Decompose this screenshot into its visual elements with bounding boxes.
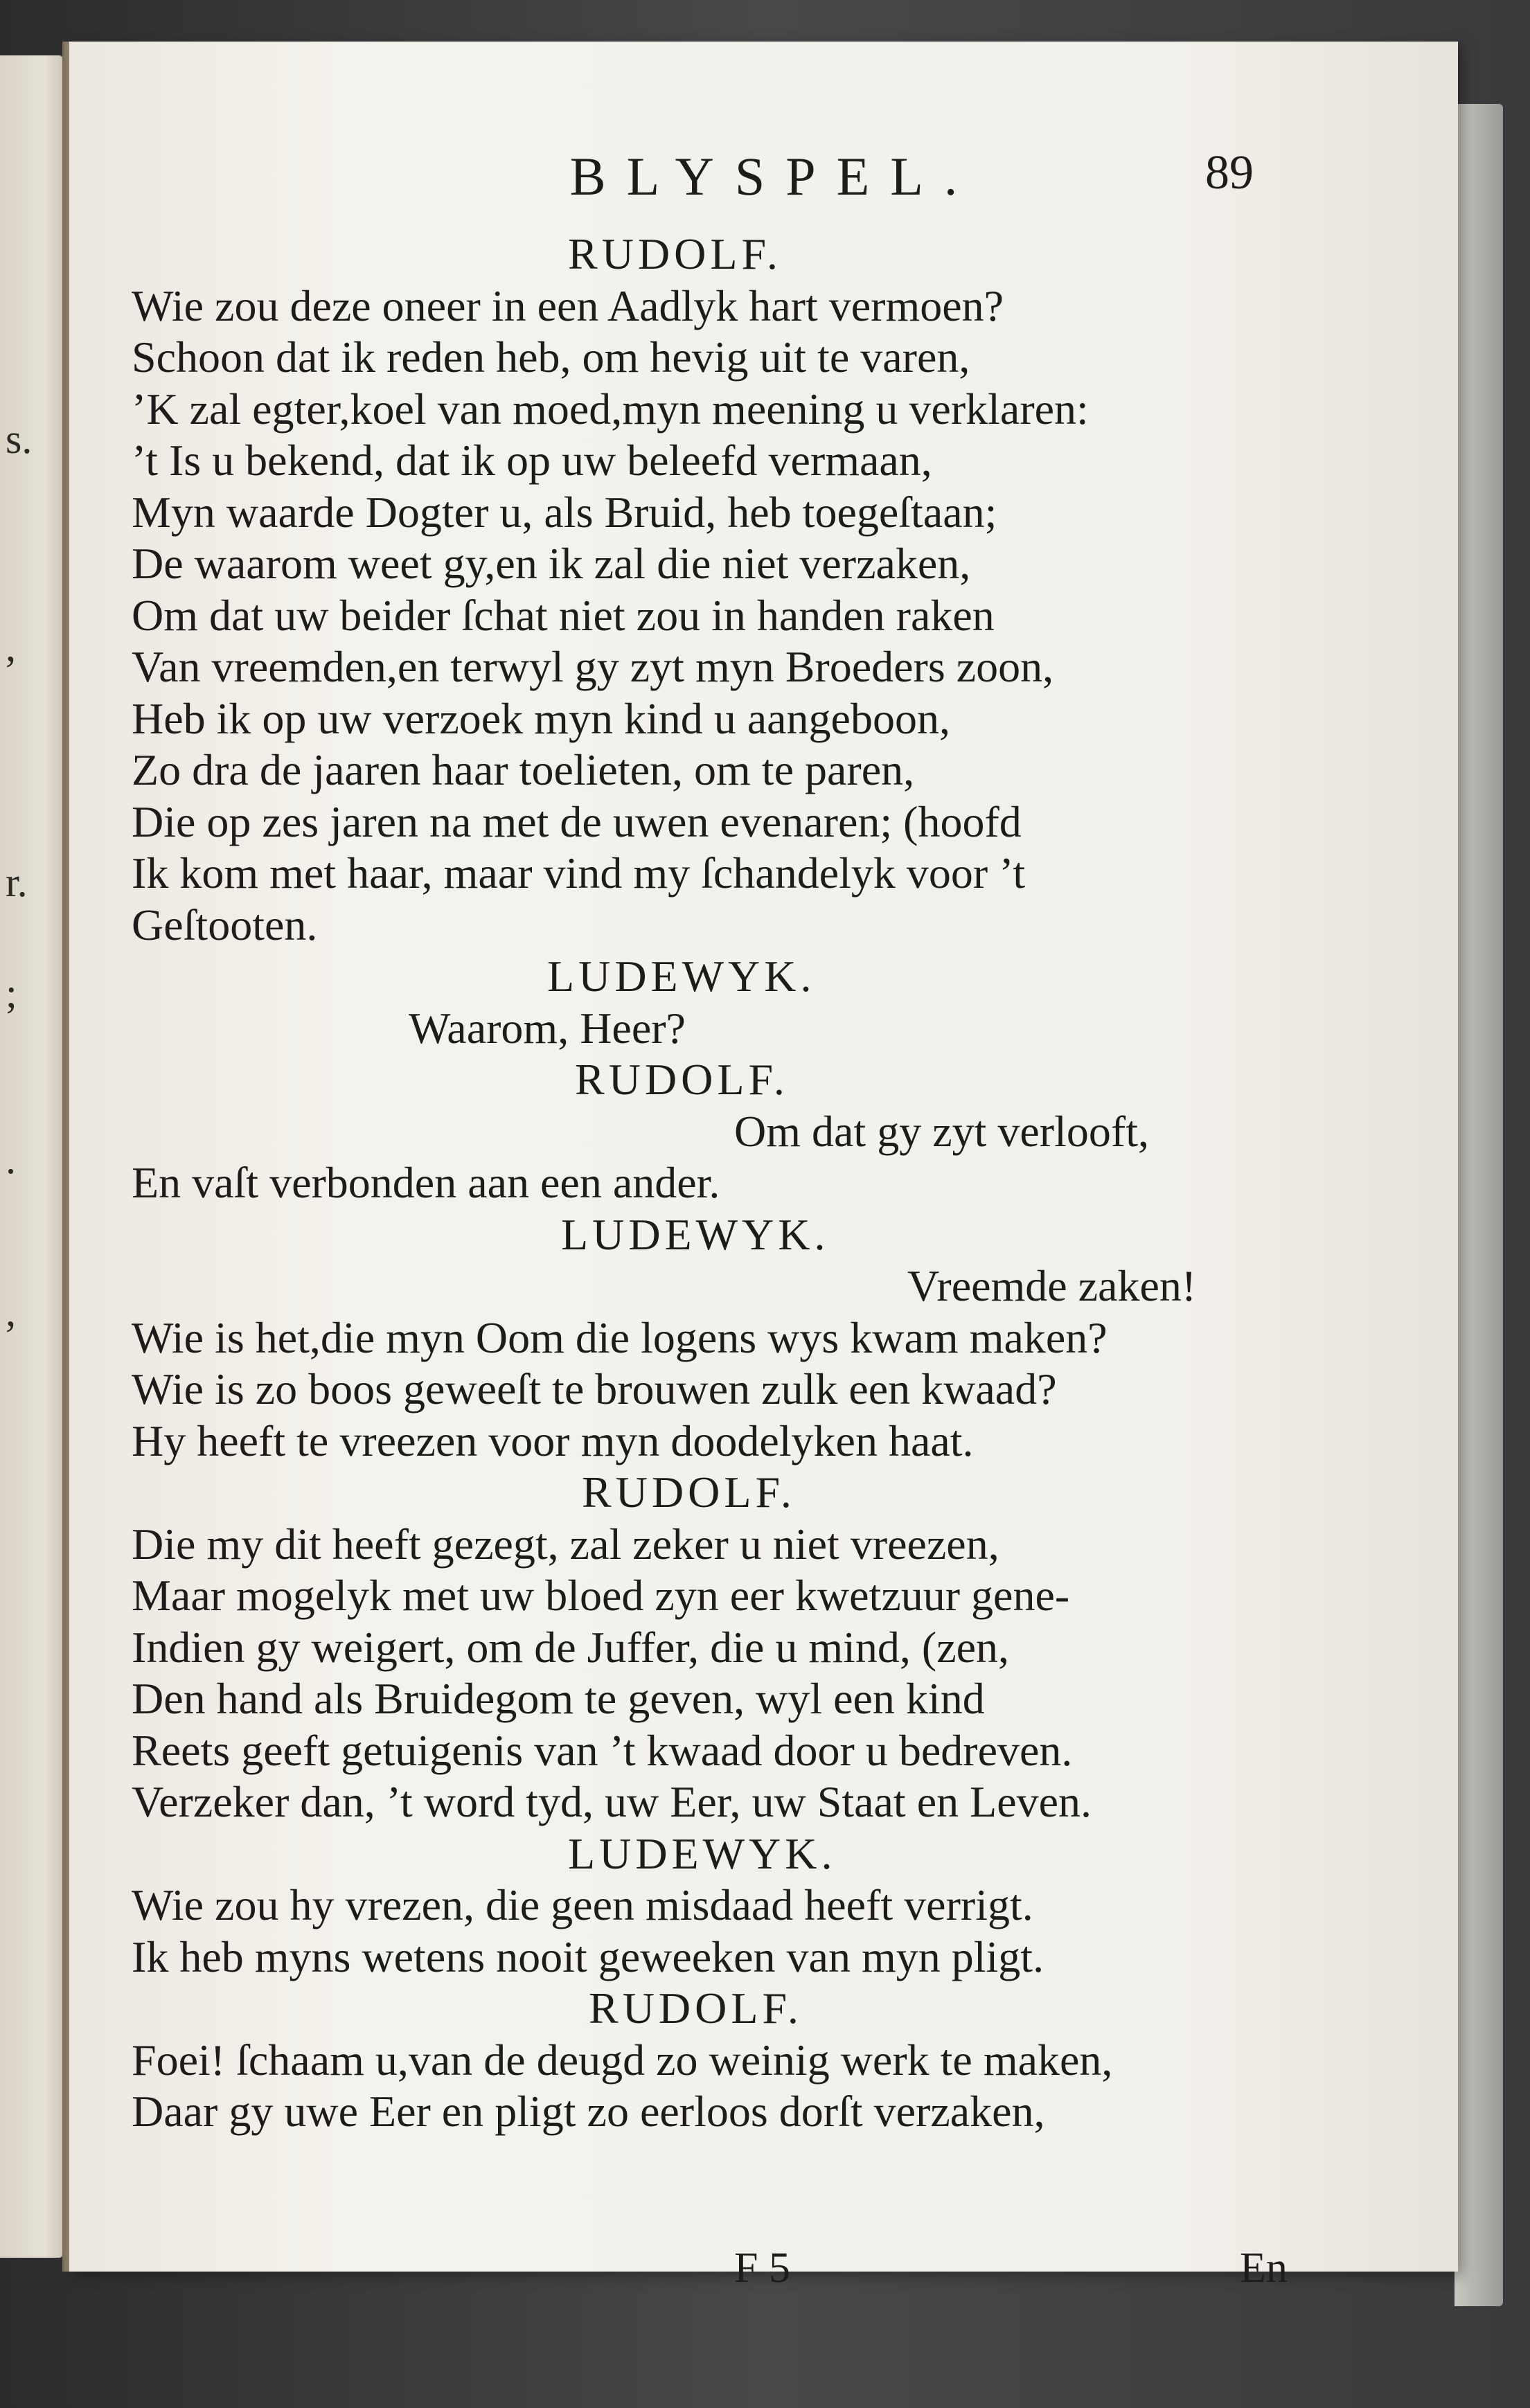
verse-line xyxy=(132,744,1378,796)
speaker-label: RUDOLF. xyxy=(568,229,782,278)
facing-page-fragment: s. xyxy=(6,416,33,462)
signature-mark: F 5 xyxy=(734,2245,790,2292)
verse-line xyxy=(132,1880,1378,1932)
verse-text: Zo dra de jaaren haar toelieten, om te paren, xyxy=(132,745,915,794)
verse-line xyxy=(132,1519,1378,1571)
verse-text: ’t Is u bekend, dat ik op uw beleefd vermaan, xyxy=(132,436,932,485)
facing-page-fragment: , xyxy=(6,1289,16,1335)
verse-line xyxy=(132,848,1378,900)
verse-text: Hy heeft te vreezen voor myn doodelyken haat. xyxy=(132,1416,974,1465)
verse-line xyxy=(132,900,1378,952)
verse-text: Reets geeft getuigenis van ’t kwaad door u bedreven. xyxy=(132,1725,1073,1775)
speaker-label: LUDEWYK. xyxy=(568,1828,837,1878)
verse-line xyxy=(132,1364,1378,1416)
verse-text: Wie is het,die myn Oom die logens wys kwam maken? xyxy=(132,1312,1108,1362)
verse-text: Ik kom met haar, maar vind my ſchandelyk voor ’t xyxy=(132,848,1026,898)
verse-text: Waarom, Heer? xyxy=(409,1003,686,1053)
verse-line xyxy=(132,1932,1378,1983)
facing-page-fragment: ; xyxy=(6,970,17,1016)
verse-text: Die op zes jaren na met de uwen evenaren; (hoofd xyxy=(132,796,1022,846)
speaker-name xyxy=(132,1054,1378,1106)
speaker-label: RUDOLF. xyxy=(582,1468,796,1517)
verse-text-block xyxy=(132,229,1378,2138)
verse-line xyxy=(132,435,1378,487)
verse-line xyxy=(132,487,1378,539)
verse-line xyxy=(132,1260,1378,1312)
verse-text: ’K zal egter,koel van moed,myn meening u verklaren: xyxy=(132,384,1089,434)
verse-text: Ik heb myns wetens nooit geweeken van myn pligt. xyxy=(132,1932,1044,1981)
speaker-label: LUDEWYK. xyxy=(561,1209,830,1259)
page-footer xyxy=(69,2244,1458,2299)
verse-text: Schoon dat ik reden heb, om hevig uit te varen, xyxy=(132,332,970,382)
verse-text: Verzeker dan, ’t word tyd, uw Eer, uw Staat en Leven. xyxy=(132,1777,1092,1826)
verse-line xyxy=(132,2086,1378,2138)
verse-text: Wie zou hy vrezen, die geen misdaad heeft verrigt. xyxy=(132,1880,1033,1929)
book-page xyxy=(69,42,1458,2292)
verse-text: Om dat uw beider ſchat niet zou in handen raken xyxy=(132,590,995,640)
speaker-name xyxy=(132,1209,1378,1261)
verse-text: Indien gy weigert, om de Juffer, die u mind, (zen, xyxy=(132,1622,1009,1672)
facing-page-fragment: . xyxy=(6,1136,16,1182)
running-title-text: BLYSPEL. xyxy=(569,146,979,206)
verse-line xyxy=(132,590,1378,642)
speaker-name xyxy=(132,1828,1378,1880)
catchword: En xyxy=(1240,2245,1288,2292)
speaker-name xyxy=(132,951,1378,1003)
verse-line xyxy=(132,1416,1378,1468)
verse-text: Om dat gy zyt verlooft, xyxy=(734,1106,1149,1156)
verse-line xyxy=(132,538,1378,590)
verse-text: De waarom weet gy,en ik zal die niet verzaken, xyxy=(132,539,971,588)
speaker-label: RUDOLF. xyxy=(575,1055,789,1104)
verse-text: Vreemde zaken! xyxy=(907,1261,1197,1310)
verse-line xyxy=(132,1312,1378,1364)
verse-line xyxy=(132,280,1378,332)
facing-page-fragment: r. xyxy=(6,859,28,905)
verse-text: Den hand als Bruidegom te geven, wyl een kind xyxy=(132,1674,985,1723)
verse-line xyxy=(132,1003,1378,1055)
facing-page-fragment: , xyxy=(6,624,16,670)
verse-line xyxy=(132,641,1378,693)
speaker-name xyxy=(132,1983,1378,2035)
speaker-name xyxy=(132,1467,1378,1519)
verse-text: Heb ik op uw verzoek myn kind u aangeboon, xyxy=(132,693,950,743)
verse-text: Maar mogelyk met uw bloed zyn eer kwetzuur gene- xyxy=(132,1571,1070,1620)
verse-line xyxy=(132,1673,1378,1725)
verse-line xyxy=(132,384,1378,436)
verse-text: Wie is zo boos geweeſt te brouwen zulk een kwaad? xyxy=(132,1364,1057,1413)
page-edge-strip xyxy=(1455,104,1503,2306)
speaker-name xyxy=(132,229,1378,280)
verse-text: Myn waarde Dogter u, als Bruid, heb toegeſtaan; xyxy=(132,487,997,537)
speaker-label: LUDEWYK. xyxy=(547,952,816,1001)
verse-text: En vaſt verbonden aan een ander. xyxy=(132,1158,720,1207)
verse-line xyxy=(132,1622,1378,1674)
verse-text: Geſtooten. xyxy=(132,900,318,949)
verse-text: Daar gy uwe Eer en pligt zo eerloos dorſt verzaken, xyxy=(132,2087,1045,2136)
verse-line xyxy=(132,1776,1378,1828)
verse-line xyxy=(132,1570,1378,1622)
facing-page-edge xyxy=(0,55,64,2258)
speaker-label: RUDOLF. xyxy=(589,1983,803,2033)
verse-text: Die my dit heeft gezegt, zal zeker u niet vreezen, xyxy=(132,1519,999,1569)
verse-line xyxy=(132,1725,1378,1777)
verse-line xyxy=(132,2035,1378,2087)
verse-line xyxy=(132,1157,1378,1209)
page-number: 89 xyxy=(1205,146,1254,199)
verse-text: Wie zou deze oneer in een Aadlyk hart vermoen? xyxy=(132,280,1004,330)
verse-line xyxy=(132,1106,1378,1158)
verse-line xyxy=(132,693,1378,745)
verse-line xyxy=(132,332,1378,384)
verse-text: Van vreemden,en terwyl gy zyt myn Broeders zoon, xyxy=(132,642,1054,691)
verse-text: Foei! ſchaam u,van de deugd zo weinig werk te maken, xyxy=(132,2035,1113,2085)
verse-line xyxy=(132,796,1378,848)
